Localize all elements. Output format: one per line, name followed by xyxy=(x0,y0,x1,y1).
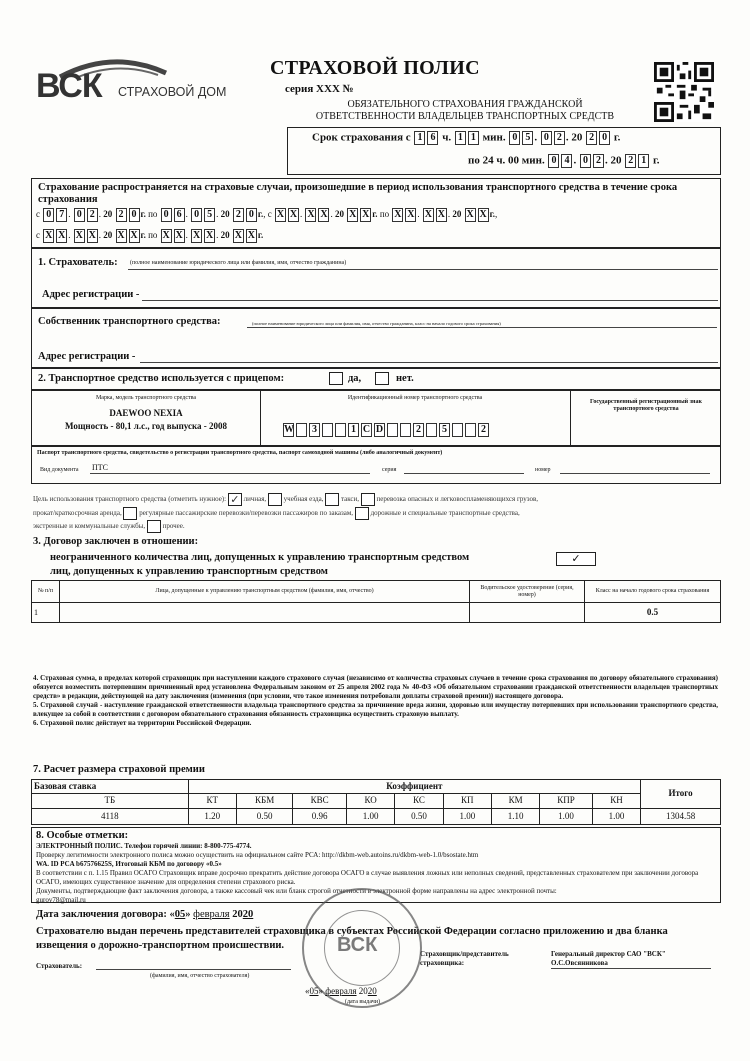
year-suffix: г. xyxy=(372,209,378,220)
doc-number-line xyxy=(560,473,710,474)
contract-date-day: 05 xyxy=(174,909,186,920)
digit: 0 xyxy=(74,208,85,222)
digit: Х xyxy=(247,230,256,241)
purpose-dangerous-label: перевозка опасных и легковоспламеняющихся грузов, xyxy=(376,495,539,504)
contract-date-label: Дата заключения договора: xyxy=(36,909,167,920)
vin-char: W xyxy=(284,424,294,436)
logo-main-text: ВСК xyxy=(36,67,102,105)
year-prefix: 20 xyxy=(610,154,622,167)
digit: Х xyxy=(234,230,243,241)
vin-char xyxy=(335,423,346,437)
digit: 6 xyxy=(174,208,185,222)
to-label: по xyxy=(148,209,158,220)
notes-line-2: Проверку легитимности электронного полиса можно осуществить на официальном сайте РСА: http://dkbm-web.autoins.ru/dkbm-web-1.0/bsostate.htm xyxy=(36,851,479,859)
minutes-label: мин. xyxy=(482,131,506,144)
year-suffix: г. xyxy=(489,209,495,220)
term-5: 5. Страховой случай - наступление гражданской ответственности владельца транспортного средства за причинение вреда жизни, здоровью или имуществу потерпевших при использовании транспортного средства, влекущее за собой в соответствии с договором обязательного страхования обязанность страховщика осуществить страховую выплату. xyxy=(33,701,718,718)
vin-boxes xyxy=(282,421,490,439)
purpose-regular-label: регулярные пассажирские перевозки/перевозки пассажиров по заказам, xyxy=(139,509,354,518)
from-label: с xyxy=(36,209,40,220)
coverage-row-2: с Х Х . Х Х . 20 Х Х г. по Х Х . Х Х . 20 Х Х г. xyxy=(36,230,264,241)
digit: Х xyxy=(289,209,298,220)
year-prefix: 20 xyxy=(452,209,462,220)
notes-line-4: В соответствии с п. 1.15 Правил ОСАГО Страховщик вправе досрочно прекратить действие договора ОСАГО в случае выявления ложных или неполных сведений, представленных страхователем при заключении договора ОСАГО, имеющих существенное значение для определения степени страхового риска. xyxy=(36,869,699,886)
signer-insurer-label: Страхователь: xyxy=(36,962,83,970)
doc-type-line xyxy=(90,473,370,474)
digit: 1 xyxy=(455,131,466,145)
year-suffix: г. xyxy=(652,154,660,167)
digit: 0 xyxy=(161,208,172,222)
drivers-table xyxy=(31,580,721,623)
to-label: по xyxy=(148,230,158,241)
trailer-no-label: нет. xyxy=(396,373,414,384)
digit: 0 xyxy=(191,208,202,222)
value-kpr: 1.00 xyxy=(540,808,592,824)
digit: 0 xyxy=(509,131,520,145)
from-label: с xyxy=(36,230,40,241)
col-header: Лица, допущенные к управлению транспортным средством (фамилия, имя, отчество) xyxy=(60,581,470,603)
purpose-section xyxy=(33,490,723,532)
vin-char: 2 xyxy=(478,423,489,437)
vin-char: 5 xyxy=(439,423,450,437)
notes-line-5: Документы, подтверждающие факт заключения договора, а также кассовый чек или бланк строгой отчетности в электронной форме направлены на адрес электронной почты: xyxy=(36,887,557,895)
purpose-personal-checkbox[interactable] xyxy=(228,493,242,506)
table-row xyxy=(32,808,721,824)
col-ko: КО xyxy=(346,794,394,808)
col-header: № п/п xyxy=(32,581,60,603)
digit: 2 xyxy=(593,154,604,168)
owner-section xyxy=(31,308,721,368)
digit: 6 xyxy=(427,131,438,145)
subtitle-line-1: ОБЯЗАТЕЛЬНОГО СТРАХОВАНИЯ ГРАЖДАНСКОЙ xyxy=(347,99,583,110)
col-ks: КС xyxy=(395,794,443,808)
digit: 7 xyxy=(56,208,67,222)
purpose-emergency-label: экстренные и коммунальные службы, xyxy=(33,522,146,531)
digit: Х xyxy=(175,230,183,241)
trailer-no-checkbox[interactable] xyxy=(375,372,389,385)
purpose-row-3 xyxy=(33,520,185,533)
doc-type-label: Вид документа xyxy=(40,467,79,473)
year-prefix: 20 xyxy=(358,986,368,996)
value-ks: 0.50 xyxy=(395,808,443,824)
digit: Х xyxy=(162,230,170,241)
digit: 5 xyxy=(204,208,215,222)
year-prefix: 20 xyxy=(571,131,583,144)
digit: 0 xyxy=(599,131,610,145)
rep-label-2: страховщика: xyxy=(420,959,465,967)
value-kt: 1.20 xyxy=(188,808,236,824)
value-ko: 1.00 xyxy=(346,808,394,824)
stamp-text: ВСК xyxy=(337,934,378,956)
col-kpr: КПР xyxy=(540,794,592,808)
vin-char: D xyxy=(375,424,384,436)
issue-date-row: «05» февраля 2020 xyxy=(305,986,377,996)
doc-series-line xyxy=(404,473,524,474)
digit: Х xyxy=(349,209,357,220)
vin-char xyxy=(296,423,307,437)
purpose-driving-checkbox[interactable] xyxy=(268,493,282,506)
purpose-dangerous-checkbox[interactable] xyxy=(361,493,375,506)
digit: Х xyxy=(437,209,445,220)
coverage-text: Страхование распространяется на страховые случаи, произошедшие в период использования транспортного средства в течение срока страхования xyxy=(38,182,678,205)
digit: 1 xyxy=(414,131,425,145)
purpose-taxi-checkbox[interactable] xyxy=(325,493,339,506)
digit: Х xyxy=(394,209,402,220)
digit: Х xyxy=(75,230,83,241)
row-number: 1 xyxy=(32,603,60,623)
notes-line-3: WA. ID PCA b67576625S, Итоговый КБМ по договору «0.5» xyxy=(36,860,222,868)
contract-date-year: 20 xyxy=(242,909,254,920)
total-header: Итого xyxy=(641,780,721,809)
contract-date-row: Дата заключения договора: «05» февраля 2020 xyxy=(36,909,254,920)
contract-label: 3. Договор заключен в отношении: xyxy=(33,536,199,547)
digit: Х xyxy=(362,209,370,220)
trailer-section xyxy=(31,368,721,390)
vin-char xyxy=(400,423,411,437)
coverage-section xyxy=(31,178,721,248)
period-from-row: Срок страхования с 1 6 ч. 1 1 мин. 0 5 . 0 2 . 20 2 0 г. xyxy=(312,131,621,144)
digit: Х xyxy=(193,230,201,241)
issue-date-year: 20 xyxy=(367,986,377,996)
value-kvs: 0.96 xyxy=(293,808,347,824)
digit: Х xyxy=(88,230,96,241)
reg-header: Государственный регистрационный знак транспортного средства xyxy=(590,399,702,412)
col-kvs: КВС xyxy=(293,794,347,808)
digit: 0 xyxy=(548,154,559,168)
owner-hint: (полное наименование юридического лица или фамилия, имя, отчество гражданина, класс на начало годового срока страхования) xyxy=(252,321,501,326)
vehicle-make: DAEWOO NEXIA xyxy=(109,408,183,418)
document-title: СТРАХОВОЙ ПОЛИС xyxy=(270,57,480,79)
logo-sub-text: СТРАХОВОЙ ДОМ xyxy=(118,85,227,99)
purpose-taxi-label: такси, xyxy=(340,495,360,504)
trailer-yes-checkbox[interactable] xyxy=(329,372,343,385)
hours-label: ч. xyxy=(442,131,452,144)
insurer-hint: (полное наименование юридического лица или фамилия, имя, отчество гражданина) xyxy=(130,260,347,266)
policy-series: серия ХХХ № xyxy=(285,83,354,95)
digit: Х xyxy=(45,230,53,241)
purpose-road-label: дорожные и специальные транспортные средства, xyxy=(370,509,520,518)
director-name: О.С.Овсянникова xyxy=(551,959,608,967)
notes-line-1: ЭЛЕКТРОННЫЙ ПОЛИС. Телефон горячей линии: 8-800-775-4774. xyxy=(36,842,252,850)
rep-label-1: Страховщик/представитель xyxy=(420,950,509,958)
passport-header: Паспорт транспортного средства, свидетельство о регистрации транспортного средства, паспорт самоходной машины (либо аналогичный документ) xyxy=(37,450,443,456)
digit: 2 xyxy=(87,208,98,222)
purpose-rent-label: прокат/краткосрочная аренда, xyxy=(33,509,122,518)
owner-line xyxy=(247,327,717,328)
insurer-address-line xyxy=(142,300,718,301)
make-header: Марка, модель транспортного средства xyxy=(95,395,197,401)
digit: Х xyxy=(466,209,474,220)
qr-code-icon xyxy=(654,62,714,122)
digit: 2 xyxy=(586,131,597,145)
purpose-row-1 xyxy=(33,493,538,506)
digit: 1 xyxy=(468,131,479,145)
issue-date-day: 05 xyxy=(309,986,319,996)
issue-date-hint: (дата выдачи) xyxy=(345,999,380,1005)
digit: 0 xyxy=(246,208,257,222)
value-km: 1.10 xyxy=(491,808,539,824)
value-tb: 4118 xyxy=(32,808,189,824)
insurance-period-box xyxy=(287,127,721,175)
purpose-rent-checkbox[interactable] xyxy=(123,507,137,520)
contract-date-month: февраля xyxy=(193,909,230,920)
digit: 2 xyxy=(625,154,636,168)
issued-statement: Страхователю выдан перечень представителей страховщика в субъектах Российской Федерации согласно приложению и два бланка извещения о дорожно-транспортном происшествии. xyxy=(36,926,668,951)
col-kbm: КБМ xyxy=(236,794,292,808)
digit: Х xyxy=(424,209,432,220)
purpose-personal-label: личная, xyxy=(243,495,267,504)
digit: 0 xyxy=(580,154,591,168)
insurer-line xyxy=(128,269,718,270)
terms-section xyxy=(33,674,718,728)
value-kbm: 0.50 xyxy=(236,808,292,824)
from-label: с xyxy=(267,209,272,220)
vin-char xyxy=(322,423,333,437)
digit: Х xyxy=(479,209,487,220)
doc-type-value: ПТС xyxy=(92,463,108,472)
digit: 2 xyxy=(233,208,244,222)
doc-series-label: серия xyxy=(382,467,397,473)
term-4: 4. Страховая сумма, в пределах которой страховщик при наступлении каждого страхового случая (независимо от количества страховых случаев в течение срока страхования по договору обязательного страхования) обязуется возместить потерпевшим причиненный вред установлена Федеральным законом от 25 апреля 2002 года № 40-ФЗ «Об обязательном страховании гражданской ответственности владельцев транспортных средств» в редакции, действующей на дату заключения (изменения (при условии, что такое изменения потребовали доплаты страховой премии)) настоящего договора. xyxy=(33,674,718,700)
purpose-row-2 xyxy=(33,507,520,520)
vin-char xyxy=(452,423,463,437)
year-prefix: 20 xyxy=(220,209,230,220)
contract-limited: лиц, допущенных к управлению транспортным средством xyxy=(50,566,328,577)
year-prefix: 20 xyxy=(220,230,230,241)
vin-char xyxy=(387,423,398,437)
purpose-label: Цель использования транспортного средства (отметить нужное): xyxy=(33,495,227,504)
vin-char xyxy=(426,423,437,437)
col-header: Водительское удостоверение (серия, номер) xyxy=(470,581,585,603)
to-label: по xyxy=(379,209,390,220)
digit: Х xyxy=(206,230,214,241)
year-prefix: 20 xyxy=(103,209,113,220)
col-km: КМ xyxy=(491,794,539,808)
trailer-yes-label: да, xyxy=(348,373,362,384)
purpose-driving-label: учебная езда, xyxy=(283,495,324,504)
signer-insurer-hint: (фамилия, имя, отчество страхователя) xyxy=(150,973,250,979)
value-kp: 1.00 xyxy=(443,808,491,824)
insurer-section xyxy=(31,248,721,308)
premium-table xyxy=(31,779,721,825)
insurer-address-label: Адрес регистрации - xyxy=(42,289,140,300)
director-title: Генеральный директор САО "ВСК" xyxy=(551,950,666,958)
period-from-label: Срок страхования с xyxy=(312,131,411,144)
term-6: 6. Страховой полис действует на территории Российской Федерации. xyxy=(33,719,252,727)
period-to-label: по 24 ч. 00 мин. xyxy=(468,154,545,167)
vehicle-power: Мощность - 80,1 л.с., год выпуска - 2008 xyxy=(64,421,228,431)
period-to-row: по 24 ч. 00 мин. 0 4 . 0 2 . 20 2 1 г. xyxy=(468,154,660,167)
signer-insurer-line xyxy=(96,969,291,970)
col-kn: КН xyxy=(592,794,640,808)
insurer-label: 1. Страхователь: xyxy=(38,257,118,268)
check-icon: ✓ xyxy=(230,494,240,506)
subtitle-line-2: ОТВЕТСТВЕННОСТИ ВЛАДЕЛЬЦЕВ ТРАНСПОРТНЫХ СРЕДСТВ xyxy=(315,111,615,122)
digit: Х xyxy=(58,230,66,241)
coefficient-header: Коэффициент xyxy=(188,780,641,794)
vehicle-section xyxy=(31,390,721,446)
year-prefix: 20 xyxy=(103,230,113,241)
digit: 2 xyxy=(554,131,565,145)
coverage-row-1: с 0 7 . 0 2 . 20 2 0 г. по 0 6 . 0 5 . 20 2 0 г., с Х Х . Х Х . 20 Х Х г. по Х Х . Х Х . 20 Х Х г., xyxy=(36,209,498,220)
company-logo xyxy=(36,55,236,105)
purpose-regular-checkbox[interactable] xyxy=(355,507,369,520)
premium-label: 7. Расчет размера страховой премии xyxy=(33,764,205,775)
director-line xyxy=(551,968,711,969)
purpose-emergency-checkbox[interactable] xyxy=(147,520,161,533)
digit: Х xyxy=(117,230,125,241)
digit: 2 xyxy=(116,208,127,222)
digit: 1 xyxy=(638,154,649,168)
year-prefix: 20 xyxy=(232,909,243,920)
vin-char: 3 xyxy=(309,423,320,437)
digit: 0 xyxy=(541,131,552,145)
vin-char xyxy=(465,423,476,437)
digit: Х xyxy=(320,209,328,220)
year-suffix: г. xyxy=(613,131,621,144)
owner-address-line xyxy=(140,362,718,363)
driver-name-cell xyxy=(60,603,470,623)
check-icon: ✓ xyxy=(571,553,581,565)
driver-class-cell: 0.5 xyxy=(585,603,721,623)
value-kn: 1.00 xyxy=(592,808,640,824)
purpose-other-label: прочее. xyxy=(162,522,185,531)
contract-unlimited-checkbox[interactable] xyxy=(556,552,596,566)
owner-address-label: Адрес регистрации - xyxy=(38,351,136,362)
doc-number-label: номер xyxy=(535,467,551,473)
issue-date-month: февраля xyxy=(325,986,357,996)
col-kp: КП xyxy=(443,794,491,808)
owner-label: Собственник транспортного средства: xyxy=(38,316,221,327)
col-kt: КТ xyxy=(188,794,236,808)
table-row xyxy=(32,603,721,623)
digit: 0 xyxy=(43,208,54,222)
value-total: 1304.58 xyxy=(641,808,721,824)
year-suffix: г. xyxy=(140,230,146,241)
col-header: Класс на начало годового срока страхования xyxy=(585,581,721,603)
digit: Х xyxy=(276,209,285,220)
digit: Х xyxy=(130,230,138,241)
contract-unlimited: неограниченного количества лиц, допущенных к управлению транспортным средством xyxy=(50,552,470,563)
base-rate-header: Базовая ставка xyxy=(32,780,189,794)
digit: Х xyxy=(407,209,415,220)
driver-license-cell xyxy=(470,603,585,623)
year-suffix: г. xyxy=(140,209,146,220)
digit: 5 xyxy=(522,131,533,145)
digit: 4 xyxy=(561,154,572,168)
year-prefix: 20 xyxy=(334,209,344,220)
notes-label: 8. Особые отметки: xyxy=(36,830,129,841)
vin-header: Идентификационный номер транспортного средства xyxy=(347,395,483,401)
year-suffix: г. xyxy=(257,209,264,220)
vin-char: 1 xyxy=(348,423,359,437)
trailer-label: 2. Транспортное средство используется с прицепом: xyxy=(38,373,285,384)
year-suffix: г. xyxy=(257,230,264,241)
digit: Х xyxy=(307,209,315,220)
digit: 0 xyxy=(129,208,140,222)
vin-char: 2 xyxy=(413,423,424,437)
document-subtitle xyxy=(300,99,630,123)
vin-char: C xyxy=(362,424,371,436)
notes-email: gurov78@mail.ru xyxy=(36,896,86,904)
col-tb: ТБ xyxy=(32,794,189,808)
vehicle-doc-section xyxy=(31,446,721,484)
